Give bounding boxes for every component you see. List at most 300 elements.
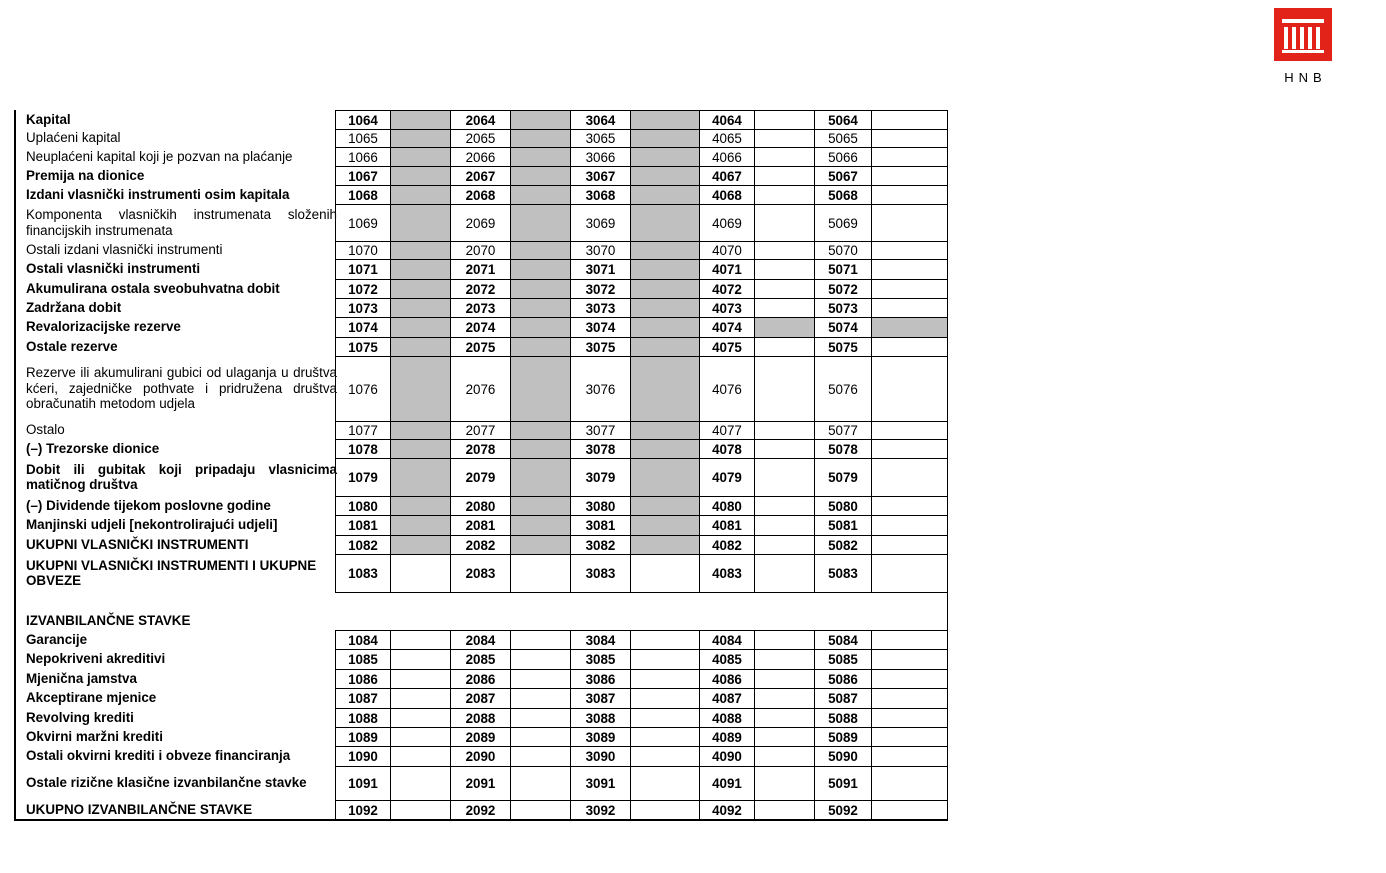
table-row bbox=[14, 554, 948, 592]
aop-code-cell: 4068 bbox=[699, 185, 754, 204]
value-input-cell[interactable] bbox=[630, 800, 699, 819]
value-input-cell[interactable] bbox=[754, 421, 814, 439]
aop-code-cell: 2077 bbox=[450, 421, 510, 439]
row-label bbox=[14, 166, 347, 185]
row-label-text: Ostale rizične klasične izvanbilančne stavke bbox=[26, 775, 307, 791]
value-input-cell[interactable] bbox=[754, 669, 814, 688]
aop-code-cell: 1076 bbox=[335, 356, 390, 421]
aop-code-cell: 4092 bbox=[699, 800, 754, 819]
value-input-cell[interactable] bbox=[754, 766, 814, 800]
value-input-cell[interactable] bbox=[510, 800, 570, 819]
value-input-cell[interactable] bbox=[510, 746, 570, 766]
aop-code-cell: 1087 bbox=[335, 688, 390, 708]
section-title: IZVANBILANČNE STAVKE bbox=[26, 613, 191, 628]
aop-code-cell: 3070 bbox=[570, 241, 630, 259]
value-input-cell bbox=[510, 204, 570, 241]
aop-code-cell: 1072 bbox=[335, 279, 390, 298]
value-input-cell[interactable] bbox=[390, 800, 450, 819]
aop-code-cell: 3069 bbox=[570, 204, 630, 241]
value-input-cell[interactable] bbox=[510, 727, 570, 746]
value-input-cell bbox=[630, 204, 699, 241]
table-row bbox=[14, 421, 948, 439]
aop-code-cell: 3073 bbox=[570, 298, 630, 317]
value-input-cell bbox=[390, 356, 450, 421]
row-label bbox=[14, 669, 347, 688]
aop-code-cell: 4072 bbox=[699, 279, 754, 298]
aop-code-cell: 4065 bbox=[699, 129, 754, 147]
table-row bbox=[14, 204, 948, 241]
value-input-cell[interactable] bbox=[871, 439, 948, 458]
aop-code-cell: 4088 bbox=[699, 708, 754, 727]
aop-code-cell: 5090 bbox=[814, 746, 871, 766]
aop-code-cell: 5083 bbox=[814, 554, 871, 592]
aop-code-cell: 5091 bbox=[814, 766, 871, 800]
aop-code-cell: 4074 bbox=[699, 317, 754, 337]
row-label-text: Izdani vlasnički instrumenti osim kapitala bbox=[26, 186, 290, 202]
aop-code-cell: 4083 bbox=[699, 554, 754, 592]
aop-code-cell: 5079 bbox=[814, 458, 871, 496]
value-input-cell bbox=[630, 147, 699, 166]
row-label-text: Nepokriveni akreditivi bbox=[26, 651, 166, 667]
aop-code-cell: 5064 bbox=[814, 110, 871, 129]
aop-code-cell: 3074 bbox=[570, 317, 630, 337]
value-input-cell[interactable] bbox=[754, 439, 814, 458]
value-input-cell bbox=[390, 439, 450, 458]
value-input-cell[interactable] bbox=[871, 554, 948, 592]
row-label-text: (–) Dividende tijekom poslovne godine bbox=[26, 497, 271, 513]
aop-code-cell: 2088 bbox=[450, 708, 510, 727]
aop-code-cell: 5077 bbox=[814, 421, 871, 439]
value-input-cell[interactable] bbox=[510, 554, 570, 592]
value-input-cell bbox=[510, 166, 570, 185]
row-label bbox=[14, 185, 347, 204]
value-input-cell[interactable] bbox=[871, 800, 948, 819]
value-input-cell[interactable] bbox=[754, 688, 814, 708]
value-input-cell[interactable] bbox=[871, 298, 948, 317]
value-input-cell[interactable] bbox=[390, 746, 450, 766]
value-input-cell[interactable] bbox=[871, 535, 948, 554]
aop-code-cell: 3078 bbox=[570, 439, 630, 458]
aop-code-cell: 3087 bbox=[570, 688, 630, 708]
value-input-cell[interactable] bbox=[630, 727, 699, 746]
row-label bbox=[14, 630, 347, 649]
value-input-cell bbox=[754, 317, 814, 337]
table-row bbox=[14, 649, 948, 669]
value-input-cell bbox=[510, 496, 570, 515]
value-input-cell[interactable] bbox=[754, 630, 814, 649]
aop-code-cell: 1064 bbox=[335, 110, 390, 129]
value-input-cell[interactable] bbox=[630, 554, 699, 592]
value-input-cell[interactable] bbox=[871, 515, 948, 535]
value-input-cell bbox=[510, 458, 570, 496]
aop-code-cell: 1085 bbox=[335, 649, 390, 669]
aop-code-cell: 1074 bbox=[335, 317, 390, 337]
row-label-text: Revolving krediti bbox=[26, 709, 134, 725]
value-input-cell[interactable] bbox=[871, 496, 948, 515]
aop-code-cell: 1078 bbox=[335, 439, 390, 458]
value-input-cell bbox=[510, 279, 570, 298]
value-input-cell bbox=[390, 279, 450, 298]
value-input-cell[interactable] bbox=[754, 535, 814, 554]
aop-code-cell: 1086 bbox=[335, 669, 390, 688]
row-label-text: Uplaćeni kapital bbox=[26, 130, 121, 146]
value-input-cell bbox=[630, 421, 699, 439]
row-label bbox=[14, 515, 347, 535]
value-input-cell[interactable] bbox=[390, 708, 450, 727]
aop-code-cell: 4085 bbox=[699, 649, 754, 669]
value-input-cell[interactable] bbox=[510, 708, 570, 727]
value-input-cell[interactable] bbox=[871, 356, 948, 421]
row-label bbox=[14, 241, 347, 259]
aop-code-cell: 4067 bbox=[699, 166, 754, 185]
aop-code-cell: 3075 bbox=[570, 337, 630, 356]
table-row bbox=[14, 630, 948, 649]
value-input-cell bbox=[390, 515, 450, 535]
aop-code-cell: 5075 bbox=[814, 337, 871, 356]
value-input-cell[interactable] bbox=[754, 279, 814, 298]
value-input-cell bbox=[390, 421, 450, 439]
aop-code-cell: 1065 bbox=[335, 129, 390, 147]
aop-code-cell: 2072 bbox=[450, 279, 510, 298]
aop-code-cell: 4064 bbox=[699, 110, 754, 129]
value-input-cell bbox=[630, 356, 699, 421]
value-input-cell[interactable] bbox=[754, 259, 814, 279]
row-label bbox=[14, 439, 347, 458]
value-input-cell bbox=[390, 496, 450, 515]
value-input-cell[interactable] bbox=[630, 688, 699, 708]
value-input-cell[interactable] bbox=[754, 185, 814, 204]
aop-code-cell: 2070 bbox=[450, 241, 510, 259]
value-input-cell bbox=[630, 439, 699, 458]
value-input-cell[interactable] bbox=[390, 630, 450, 649]
aop-code-cell: 5088 bbox=[814, 708, 871, 727]
row-label-text: Ostale rezerve bbox=[26, 338, 118, 354]
value-input-cell[interactable] bbox=[754, 110, 814, 129]
aop-code-cell: 5066 bbox=[814, 147, 871, 166]
value-input-cell[interactable] bbox=[871, 669, 948, 688]
table-row bbox=[14, 766, 948, 800]
value-input-cell bbox=[510, 421, 570, 439]
value-input-cell[interactable] bbox=[630, 630, 699, 649]
aop-code-cell: 5078 bbox=[814, 439, 871, 458]
aop-code-cell: 3081 bbox=[570, 515, 630, 535]
value-input-cell[interactable] bbox=[754, 298, 814, 317]
aop-code-cell: 5072 bbox=[814, 279, 871, 298]
aop-code-cell: 3086 bbox=[570, 669, 630, 688]
aop-code-cell: 3080 bbox=[570, 496, 630, 515]
aop-code-cell: 4086 bbox=[699, 669, 754, 688]
row-label-text: Zadržana dobit bbox=[26, 299, 122, 315]
aop-code-cell: 5065 bbox=[814, 129, 871, 147]
value-input-cell bbox=[630, 185, 699, 204]
row-label bbox=[14, 317, 347, 337]
value-input-cell bbox=[510, 535, 570, 554]
value-input-cell[interactable] bbox=[390, 649, 450, 669]
aop-code-cell: 2065 bbox=[450, 129, 510, 147]
value-input-cell bbox=[390, 535, 450, 554]
aop-code-cell: 1068 bbox=[335, 185, 390, 204]
value-input-cell[interactable] bbox=[871, 129, 948, 147]
aop-code-cell: 3084 bbox=[570, 630, 630, 649]
value-input-cell[interactable] bbox=[871, 241, 948, 259]
aop-code-cell: 5073 bbox=[814, 298, 871, 317]
value-input-cell bbox=[390, 458, 450, 496]
aop-code-cell: 1066 bbox=[335, 147, 390, 166]
value-input-cell bbox=[871, 317, 948, 337]
aop-code-cell: 3067 bbox=[570, 166, 630, 185]
row-label bbox=[14, 259, 347, 279]
value-input-cell[interactable] bbox=[754, 458, 814, 496]
value-input-cell bbox=[510, 356, 570, 421]
row-label bbox=[14, 535, 347, 554]
aop-code-cell: 3076 bbox=[570, 356, 630, 421]
table-row bbox=[14, 317, 948, 337]
row-label-text: Rezerve ili akumulirani gubici od ulaganja u društva kćeri, zajedničke pothvate i pridružena društva obračunatih metodom udjela bbox=[26, 365, 337, 412]
aop-code-cell: 3064 bbox=[570, 110, 630, 129]
aop-code-cell: 2091 bbox=[450, 766, 510, 800]
value-input-cell bbox=[390, 185, 450, 204]
table-row bbox=[14, 708, 948, 727]
value-input-cell[interactable] bbox=[871, 766, 948, 800]
row-label bbox=[14, 279, 347, 298]
value-input-cell[interactable] bbox=[871, 337, 948, 356]
row-label bbox=[14, 204, 347, 241]
aop-code-cell: 3071 bbox=[570, 259, 630, 279]
value-input-cell[interactable] bbox=[754, 204, 814, 241]
aop-code-cell: 4070 bbox=[699, 241, 754, 259]
row-label bbox=[14, 298, 347, 317]
value-input-cell[interactable] bbox=[630, 766, 699, 800]
row-label bbox=[14, 337, 347, 356]
aop-code-cell: 4073 bbox=[699, 298, 754, 317]
aop-code-cell: 5071 bbox=[814, 259, 871, 279]
row-label-text: Komponenta vlasničkih instrumenata složenih financijskih instrumenata bbox=[26, 207, 337, 238]
row-label bbox=[14, 708, 347, 727]
value-input-cell bbox=[510, 185, 570, 204]
value-input-cell[interactable] bbox=[871, 746, 948, 766]
aop-code-cell: 3092 bbox=[570, 800, 630, 819]
value-input-cell[interactable] bbox=[630, 669, 699, 688]
aop-code-cell: 4077 bbox=[699, 421, 754, 439]
value-input-cell[interactable] bbox=[871, 458, 948, 496]
row-label-text: Ostali okvirni krediti i obveze financiranja bbox=[26, 748, 291, 764]
value-input-cell[interactable] bbox=[871, 185, 948, 204]
value-input-cell bbox=[510, 129, 570, 147]
aop-code-cell: 2075 bbox=[450, 337, 510, 356]
value-input-cell[interactable] bbox=[871, 649, 948, 669]
value-input-cell[interactable] bbox=[754, 496, 814, 515]
aop-code-cell: 2067 bbox=[450, 166, 510, 185]
table-bottom-border bbox=[14, 819, 948, 821]
value-input-cell[interactable] bbox=[754, 129, 814, 147]
value-input-cell[interactable] bbox=[754, 800, 814, 819]
row-label bbox=[14, 800, 347, 819]
aop-code-cell: 5080 bbox=[814, 496, 871, 515]
table-row bbox=[14, 356, 948, 421]
table-row bbox=[14, 688, 948, 708]
value-input-cell[interactable] bbox=[630, 746, 699, 766]
value-input-cell bbox=[390, 241, 450, 259]
value-input-cell[interactable] bbox=[510, 766, 570, 800]
aop-code-cell: 4091 bbox=[699, 766, 754, 800]
value-input-cell[interactable] bbox=[510, 688, 570, 708]
value-input-cell[interactable] bbox=[510, 649, 570, 669]
aop-code-cell: 5069 bbox=[814, 204, 871, 241]
value-input-cell[interactable] bbox=[630, 649, 699, 669]
value-input-cell[interactable] bbox=[754, 515, 814, 535]
aop-code-cell: 4089 bbox=[699, 727, 754, 746]
row-label-text: Kapital bbox=[26, 111, 71, 127]
value-input-cell[interactable] bbox=[754, 727, 814, 746]
value-input-cell[interactable] bbox=[510, 630, 570, 649]
aop-code-cell: 4075 bbox=[699, 337, 754, 356]
row-label-text: Ostalo bbox=[26, 422, 65, 438]
aop-code-cell: 4079 bbox=[699, 458, 754, 496]
row-label bbox=[14, 421, 347, 439]
aop-code-cell: 4078 bbox=[699, 439, 754, 458]
aop-code-cell: 2092 bbox=[450, 800, 510, 819]
value-input-cell[interactable] bbox=[871, 147, 948, 166]
aop-code-cell: 1067 bbox=[335, 166, 390, 185]
value-input-cell[interactable] bbox=[390, 766, 450, 800]
value-input-cell bbox=[630, 110, 699, 129]
value-input-cell[interactable] bbox=[871, 630, 948, 649]
value-input-cell[interactable] bbox=[754, 166, 814, 185]
aop-code-cell: 1088 bbox=[335, 708, 390, 727]
aop-code-cell: 1075 bbox=[335, 337, 390, 356]
row-label bbox=[14, 356, 347, 421]
table-row bbox=[14, 515, 948, 535]
value-input-cell bbox=[630, 298, 699, 317]
aop-code-cell: 5081 bbox=[814, 515, 871, 535]
aop-code-cell: 5067 bbox=[814, 166, 871, 185]
value-input-cell[interactable] bbox=[754, 337, 814, 356]
value-input-cell[interactable] bbox=[510, 669, 570, 688]
value-input-cell bbox=[630, 337, 699, 356]
value-input-cell[interactable] bbox=[871, 110, 948, 129]
aop-code-cell: 2064 bbox=[450, 110, 510, 129]
value-input-cell[interactable] bbox=[390, 727, 450, 746]
value-input-cell[interactable] bbox=[871, 166, 948, 185]
value-input-cell bbox=[630, 259, 699, 279]
value-input-cell bbox=[630, 496, 699, 515]
aop-code-cell: 2089 bbox=[450, 727, 510, 746]
aop-code-cell: 3079 bbox=[570, 458, 630, 496]
value-input-cell bbox=[390, 204, 450, 241]
aop-code-cell: 1090 bbox=[335, 746, 390, 766]
aop-code-cell: 1071 bbox=[335, 259, 390, 279]
value-input-cell[interactable] bbox=[871, 279, 948, 298]
row-label bbox=[14, 766, 347, 800]
aop-code-cell: 5084 bbox=[814, 630, 871, 649]
row-label bbox=[14, 458, 347, 496]
aop-code-cell: 4076 bbox=[699, 356, 754, 421]
row-label bbox=[14, 496, 347, 515]
value-input-cell[interactable] bbox=[630, 708, 699, 727]
value-input-cell[interactable] bbox=[754, 147, 814, 166]
value-input-cell[interactable] bbox=[390, 669, 450, 688]
value-input-cell bbox=[510, 317, 570, 337]
value-input-cell bbox=[510, 337, 570, 356]
value-input-cell[interactable] bbox=[754, 554, 814, 592]
value-input-cell[interactable] bbox=[871, 708, 948, 727]
row-label bbox=[14, 649, 347, 669]
aop-code-cell: 4090 bbox=[699, 746, 754, 766]
row-label-text: Akumulirana ostala sveobuhvatna dobit bbox=[26, 280, 280, 296]
aop-code-cell: 5076 bbox=[814, 356, 871, 421]
aop-code-cell: 2081 bbox=[450, 515, 510, 535]
hnb-logo-mark bbox=[1274, 8, 1332, 61]
value-input-cell[interactable] bbox=[754, 356, 814, 421]
value-input-cell[interactable] bbox=[754, 649, 814, 669]
value-input-cell[interactable] bbox=[871, 421, 948, 439]
value-input-cell[interactable] bbox=[754, 708, 814, 727]
table-row bbox=[14, 259, 948, 279]
row-label-text: Okvirni maržni krediti bbox=[26, 728, 163, 744]
value-input-cell bbox=[390, 129, 450, 147]
aop-code-cell: 3090 bbox=[570, 746, 630, 766]
aop-code-cell: 5085 bbox=[814, 649, 871, 669]
aop-code-cell: 3091 bbox=[570, 766, 630, 800]
aop-code-cell: 3072 bbox=[570, 279, 630, 298]
aop-code-cell: 2078 bbox=[450, 439, 510, 458]
aop-code-cell: 4087 bbox=[699, 688, 754, 708]
value-input-cell[interactable] bbox=[390, 554, 450, 592]
value-input-cell[interactable] bbox=[871, 688, 948, 708]
aop-code-cell: 1091 bbox=[335, 766, 390, 800]
table-row bbox=[14, 746, 948, 766]
row-label-text: Akceptirane mjenice bbox=[26, 690, 157, 706]
table-row bbox=[14, 458, 948, 496]
row-label-text: Garancije bbox=[26, 631, 88, 647]
row-label-text: Neuplaćeni kapital koji je pozvan na plaćanje bbox=[26, 148, 293, 164]
aop-code-cell: 1083 bbox=[335, 554, 390, 592]
aop-code-cell: 1084 bbox=[335, 630, 390, 649]
value-input-cell[interactable] bbox=[871, 259, 948, 279]
aop-code-cell: 2087 bbox=[450, 688, 510, 708]
value-input-cell bbox=[630, 129, 699, 147]
value-input-cell[interactable] bbox=[871, 204, 948, 241]
value-input-cell[interactable] bbox=[754, 241, 814, 259]
row-label-text: UKUPNI VLASNIČKI INSTRUMENTI bbox=[26, 536, 249, 552]
aop-code-cell: 3089 bbox=[570, 727, 630, 746]
aop-code-cell: 3088 bbox=[570, 708, 630, 727]
value-input-cell bbox=[390, 337, 450, 356]
table-row bbox=[14, 727, 948, 746]
value-input-cell bbox=[390, 166, 450, 185]
aop-code-cell: 1080 bbox=[335, 496, 390, 515]
aop-code-cell: 1092 bbox=[335, 800, 390, 819]
aop-code-cell: 3077 bbox=[570, 421, 630, 439]
value-input-cell bbox=[630, 166, 699, 185]
value-input-cell[interactable] bbox=[390, 688, 450, 708]
table-row bbox=[14, 241, 948, 259]
aop-code-cell: 1079 bbox=[335, 458, 390, 496]
aop-code-cell: 1070 bbox=[335, 241, 390, 259]
aop-code-cell: 2083 bbox=[450, 554, 510, 592]
value-input-cell bbox=[510, 110, 570, 129]
table-row bbox=[14, 496, 948, 515]
table-row bbox=[14, 337, 948, 356]
table-row bbox=[14, 110, 948, 129]
value-input-cell bbox=[390, 298, 450, 317]
value-input-cell bbox=[510, 259, 570, 279]
value-input-cell bbox=[390, 259, 450, 279]
table-row bbox=[14, 166, 948, 185]
value-input-cell[interactable] bbox=[871, 727, 948, 746]
value-input-cell[interactable] bbox=[754, 746, 814, 766]
row-label-text: Premija na dionice bbox=[26, 167, 145, 183]
